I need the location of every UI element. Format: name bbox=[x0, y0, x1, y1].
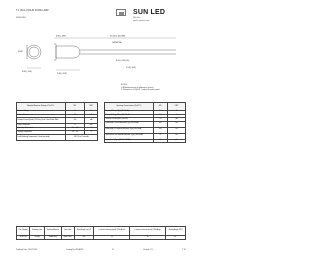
checked-by: Checked : R.L. bbox=[142, 250, 154, 251]
dim-total-text: 25.40 (1.00) MIN. bbox=[110, 35, 126, 38]
table-cell: 610 bbox=[153, 121, 168, 127]
table-cell: pF bbox=[168, 139, 186, 143]
table-cell: 610 bbox=[74, 236, 94, 240]
table-cell: mA bbox=[85, 114, 98, 118]
table-header: Absolute Maximum Ratings at Ta=25°C bbox=[17, 103, 66, 111]
led-front-view bbox=[27, 45, 41, 59]
table-row bbox=[17, 236, 186, 240]
dim-body-text: 5.30 (.209) bbox=[57, 73, 67, 75]
table-cell: XLMO10S bbox=[17, 236, 30, 240]
table-header: Part Number bbox=[17, 227, 30, 236]
table-cell: 2.5 bbox=[153, 114, 168, 118]
table-cell: Water Clear bbox=[61, 236, 74, 240]
note-line: NOTES: bbox=[121, 84, 128, 86]
drawing-number: Drawing No: XDSA1081 bbox=[66, 250, 84, 251]
table-cell: Orange bbox=[30, 236, 45, 240]
table-cell: nm bbox=[168, 133, 186, 139]
website-label: Web Site: bbox=[133, 17, 141, 19]
table-cell: °C bbox=[85, 131, 98, 135]
table-cell: 605 bbox=[153, 127, 168, 133]
table-cell: Wavelength Of Dominant Emission (Typ.) (IF=20mA) bbox=[105, 127, 154, 133]
table-row bbox=[17, 134, 98, 140]
document-title: T-1 (3mm) SOLID STATE LAMP bbox=[16, 10, 49, 12]
table-header: Luminous Intensity (mcd) @20mA typ. bbox=[130, 227, 165, 236]
table-cell: 260°C For 3 Seconds bbox=[65, 134, 97, 140]
operating-characteristics-table bbox=[104, 102, 186, 143]
table-cell: 150 bbox=[65, 118, 85, 124]
table-cell: Reverse Voltage bbox=[17, 111, 66, 115]
note-line: 1. All dimensions are in millimeters (inches). bbox=[121, 86, 154, 89]
table-header: Viewing Angle 2θ1/2 bbox=[165, 227, 185, 236]
table-cell: Storage Temperature bbox=[17, 131, 66, 135]
table-cell: 75 bbox=[65, 124, 85, 128]
table-cell: Forward Current (Peak) 1/10 Duty Cycle 0.1ms Pulse Width bbox=[17, 118, 66, 124]
table-cell: 30 bbox=[65, 114, 85, 118]
table-cell: 5 bbox=[65, 111, 85, 115]
cathode-text: CATHODE bbox=[112, 42, 122, 44]
table-cell: -40 ~ +85 bbox=[65, 131, 85, 135]
table-cell: 40 bbox=[130, 236, 165, 240]
table-header: Luminous Intensity (mcd) @20mA min. bbox=[94, 227, 130, 236]
table-cell: mW bbox=[85, 124, 98, 128]
brand-name: SUN LED bbox=[133, 8, 166, 16]
table-header: Lens-color bbox=[61, 227, 74, 236]
table-cell: Capacitance (Typ.) (VF=0V, f=1MHz) bbox=[105, 139, 154, 143]
website-link[interactable]: www.sunledusa.com bbox=[133, 19, 150, 22]
dim-outer-text: 4.80 (.189) bbox=[56, 35, 66, 38]
table-row bbox=[105, 139, 186, 143]
table-cell: 10 bbox=[153, 118, 168, 122]
table-cell: Forward Current bbox=[17, 114, 66, 118]
table-cell: nm bbox=[168, 127, 186, 133]
version-label: V1 bbox=[112, 250, 115, 251]
table-header: UNIT bbox=[85, 103, 98, 111]
table-cell: V bbox=[85, 111, 98, 115]
table-header: MO bbox=[65, 103, 85, 111]
table-cell: 22 bbox=[94, 236, 130, 240]
table-cell: 29 bbox=[153, 133, 168, 139]
table-header: Wavelength (nm) λP bbox=[74, 227, 94, 236]
brand-logo-icon bbox=[116, 9, 126, 16]
document-footer bbox=[16, 250, 186, 251]
table-cell: Operating Temperature bbox=[17, 127, 66, 131]
table-header: Emitting Material bbox=[44, 227, 61, 236]
dim-lead-text: 0.50 (.020) SQ. bbox=[116, 60, 130, 62]
table-cell: µA bbox=[168, 118, 186, 122]
table-cell: mA bbox=[85, 118, 98, 124]
page-number: P 1/1 bbox=[182, 250, 186, 251]
part-number-label: XLMO10S bbox=[16, 17, 26, 19]
published-date: Published Date : JUN 25,2002 bbox=[16, 250, 38, 251]
table-header: UNIT bbox=[168, 103, 186, 111]
note-line: 2. Tolerance is ±0.25(0.01") unless otherwise noted. bbox=[121, 89, 160, 91]
table-cell: nm bbox=[168, 121, 186, 127]
table-cell: GaAsP/GaP bbox=[44, 236, 61, 240]
table-cell: Wavelength Of Peak Emission (Typ.) (IF=20mA) bbox=[105, 121, 154, 127]
dim-pitch-text: 2.54 (.100) bbox=[126, 67, 136, 69]
table-header: Emitting Color bbox=[30, 227, 45, 236]
drawing-notes bbox=[121, 84, 160, 92]
flat-text: FLAT bbox=[18, 51, 23, 53]
table-header: Operating Characteristics (Ta=25°C) bbox=[105, 103, 154, 111]
table-cell: °C bbox=[85, 127, 98, 131]
table-cell: Spectral Line Full Width At Half Max. (Typ.) (IF=20mA) bbox=[105, 133, 154, 139]
table-cell: 15 bbox=[153, 139, 168, 143]
dim-diameter-text: 3.80 (.150) bbox=[22, 71, 32, 73]
table-cell: V bbox=[168, 114, 186, 118]
table-header: MO bbox=[153, 103, 168, 111]
table-cell: Forward Voltage (Max.) (IF=20mA) bbox=[105, 114, 154, 118]
table-cell: V bbox=[168, 111, 186, 115]
table-cell: Power Dissipation bbox=[17, 124, 66, 128]
table-cell: 2.0 bbox=[153, 111, 168, 115]
table-cell: -40 ~ +85 bbox=[65, 127, 85, 131]
table-cell: Lead Soldering Temperature 1.6mm from body bbox=[17, 134, 66, 140]
part-number-table bbox=[16, 226, 186, 240]
table-cell: Forward Voltage (Typ.) (IF=20mA) bbox=[105, 111, 154, 115]
table-cell: 40° bbox=[165, 236, 185, 240]
led-dimension-drawing bbox=[16, 28, 186, 84]
absolute-ratings-table bbox=[16, 102, 98, 141]
led-side-view bbox=[54, 44, 176, 60]
table-cell: Reverse Current (Max.) (VR=5V) bbox=[105, 118, 154, 122]
